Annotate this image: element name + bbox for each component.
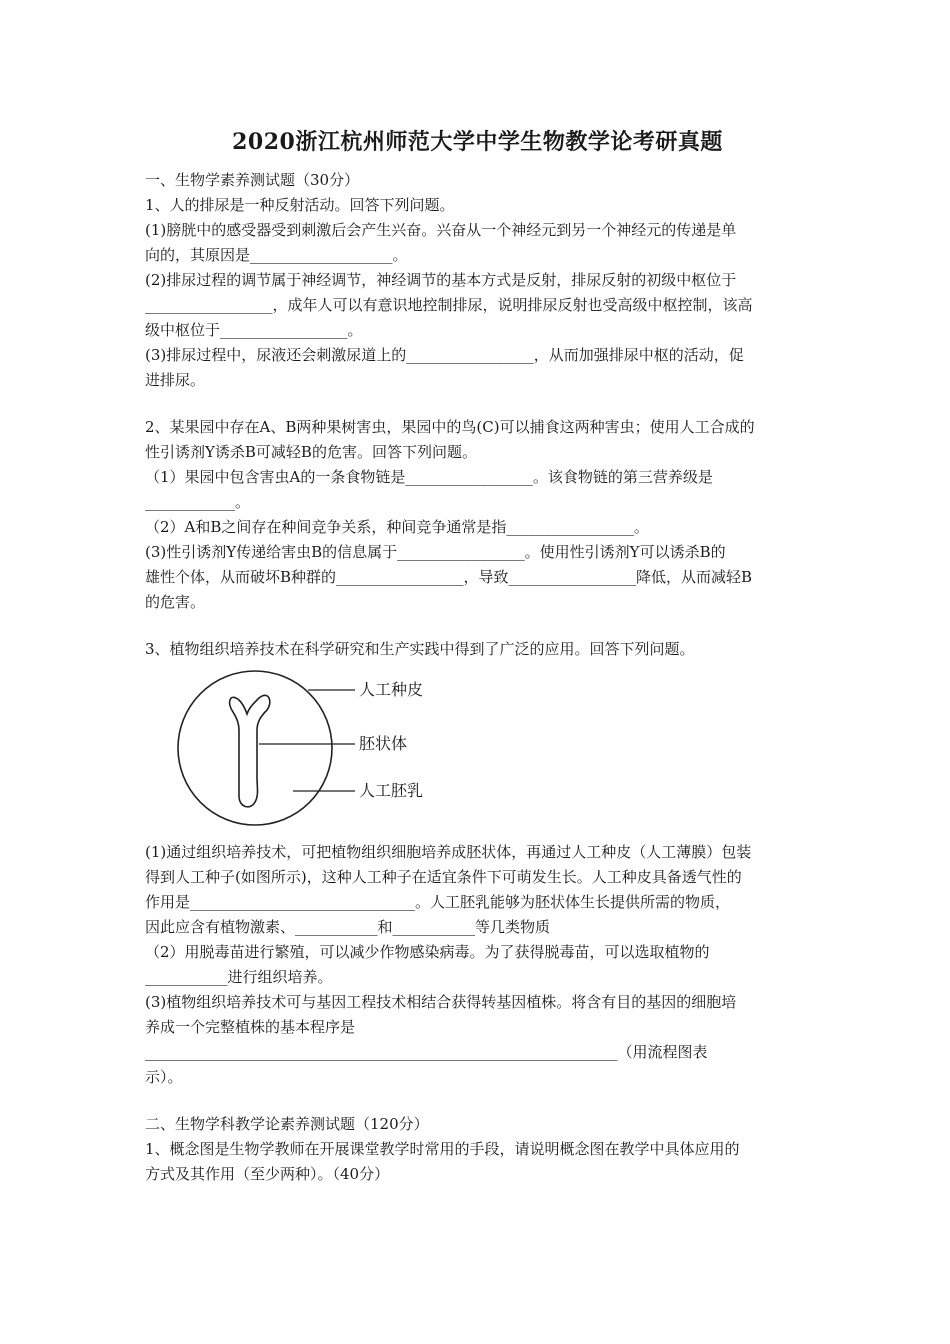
q2-part1-line1: （1）果园中包含害虫A的一条食物链是_________________。该食物链的第三营养级是 xyxy=(145,468,713,486)
q2-stem-line1: 2、某果园中存在A、B两种果树害虫，果园中的鸟(C)可以捕食这两种害虫；使用人工合成的 xyxy=(145,418,755,436)
q2-part3-line2: 雄性个体，从而破坏B种群的_________________，导致_________________降低，从而减轻B xyxy=(145,568,753,586)
q3-part1-line3: 作用是______________________________。人工胚乳能够为胚状体生长提供所需的物质， xyxy=(145,893,731,911)
q3-stem: 3、植物组织培养技术在科学研究和生产实践中得到了广泛的应用。回答下列问题。 xyxy=(145,640,695,658)
q2-part3-line3: 的危害。 xyxy=(145,593,206,611)
artificial-seed-diagram xyxy=(145,668,810,830)
section2-heading: 二、生物学科教学论素养测试题（120分） xyxy=(145,1115,429,1133)
page-title: 2020浙江杭州师范大学中学生物教学论考研真题 xyxy=(232,129,723,155)
q3-part3-line4: 示）。 xyxy=(145,1068,183,1086)
q1-part2-line1: (2)排尿过程的调节属于神经调节，神经调节的基本方式是反射，排尿反射的初级中枢位于 xyxy=(145,271,737,289)
s2-q1-line2: 方式及其作用（至少两种）。（40分） xyxy=(145,1165,390,1183)
q2-part3-line1: (3)性引诱剂Y传递给害虫B的信息属于_________________。使用性引诱剂Y可以诱杀B的 xyxy=(145,543,726,561)
q3-part3-line3: _______________________________________________________________（用流程图表 xyxy=(145,1043,708,1061)
artificial-seed-svg xyxy=(175,668,355,830)
q1-part3-line2: 进排尿。 xyxy=(145,371,206,389)
q3-part2-line2: ___________进行组织培养。 xyxy=(145,968,333,986)
exam-page xyxy=(145,126,810,1187)
q1-part1-line1: (1)膀胱中的感受器受到刺激后会产生兴奋。兴奋从一个神经元到另一个神经元的传递是单 xyxy=(145,221,737,239)
q3-part2-line1: （2）用脱毒苗进行繁殖，可以减少作物感染病毒。为了获得脱毒苗，可以选取植物的 xyxy=(145,943,710,961)
label-artificial-endosperm: 人工胚乳 xyxy=(359,781,424,800)
q3-part1-line2: 得到人工种子(如图所示)，这种人工种子在适宜条件下可萌发生长。人工种皮具备透气性的 xyxy=(145,868,742,886)
q1-part2-line3: 级中枢位于_________________。 xyxy=(145,321,363,339)
q3-part1-line1: (1)通过组织培养技术，可把植物组织细胞培养成胚状体，再通过人工种皮（人工薄膜）包装 xyxy=(145,843,752,861)
q1-stem: 1、人的排尿是一种反射活动。回答下列问题。 xyxy=(145,196,455,214)
q1-part1-line2: 向的，其原因是___________________。 xyxy=(145,246,408,264)
embryoid-shape xyxy=(230,695,270,806)
q1-part3-line1: (3)排尿过程中，尿液还会刺激尿道上的_________________，从而加强排尿中枢的活动，促 xyxy=(145,346,744,364)
q1-part2-line2: _________________，成年人可以有意识地控制排尿，说明排尿反射也受高级中枢控制，该高 xyxy=(145,296,753,314)
q2-part2: （2）A和B之间存在种间竞争关系，种间竞争通常是指_________________。 xyxy=(145,518,649,536)
q2-part1-line2: ____________。 xyxy=(145,493,251,511)
label-artificial-seed-coat: 人工种皮 xyxy=(359,680,424,699)
q3-part3-line1: (3)植物组织培养技术可与基因工程技术相结合获得转基因植株。将含有目的基因的细胞培 xyxy=(145,993,737,1011)
s2-q1-line1: 1、概念图是生物学教师在开展课堂教学时常用的手段，请说明概念图在教学中具体应用的 xyxy=(145,1140,740,1158)
section1-heading: 一、生物学素养测试题（30分） xyxy=(145,171,360,189)
label-embryoid: 胚状体 xyxy=(359,734,408,753)
q3-part1-line4: 因此应含有植物激素、___________和___________等几类物质 xyxy=(145,918,551,936)
q2-stem-line2: 性引诱剂Y诱杀B可减轻B的危害。回答下列问题。 xyxy=(145,443,477,461)
q3-part3-line2: 养成一个完整植株的基本程序是 xyxy=(145,1018,356,1036)
